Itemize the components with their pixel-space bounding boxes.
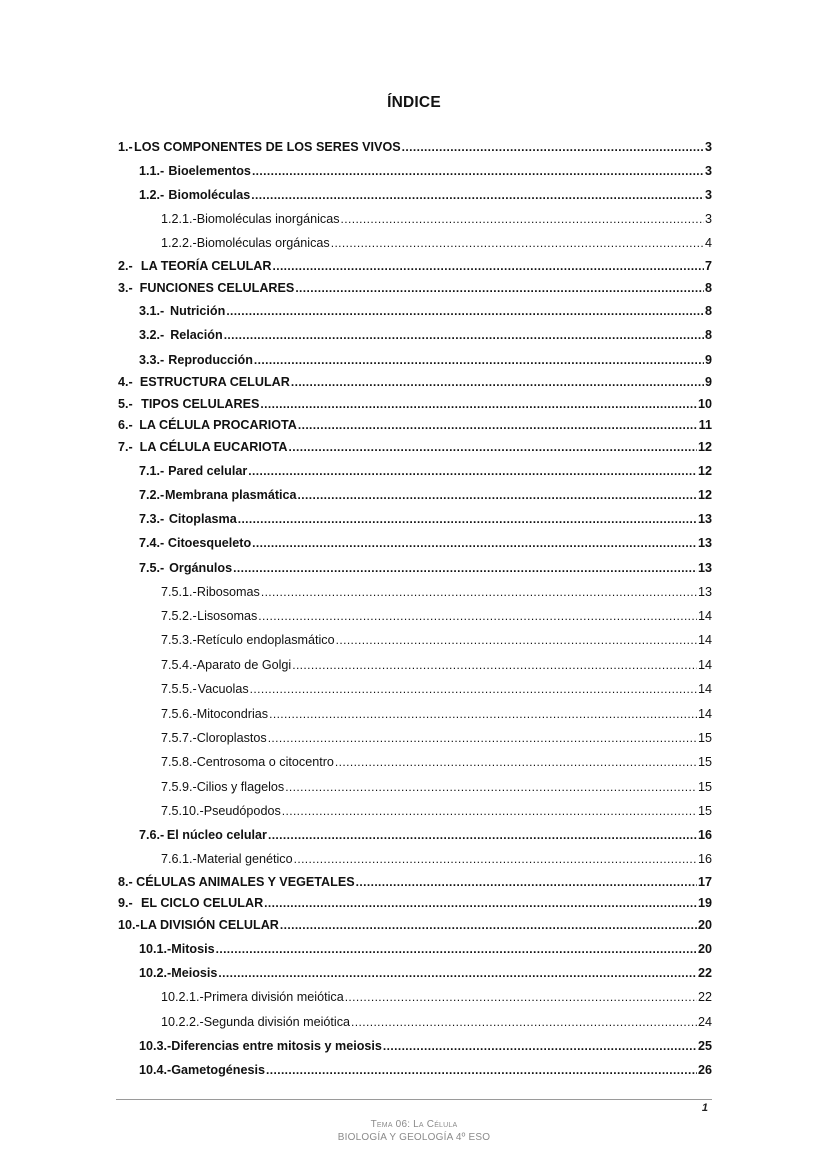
toc-entry-title: LA TEORÍA CELULAR bbox=[140, 259, 272, 273]
toc-entry-number: 10.1.- bbox=[139, 942, 172, 956]
toc-entry-title: Cilios y flagelos bbox=[196, 780, 285, 794]
toc-dot-leader bbox=[261, 584, 697, 600]
toc-dot-leader bbox=[216, 941, 697, 957]
toc-entry-page: 25 bbox=[697, 1039, 712, 1053]
toc-entry[interactable] bbox=[161, 777, 712, 795]
toc-entry-title: Mitosis bbox=[171, 942, 215, 956]
toc-entry-title: Pared celular bbox=[168, 464, 248, 478]
toc-entry-page: 3 bbox=[704, 188, 712, 202]
toc-entry-page: 4 bbox=[704, 236, 712, 250]
toc-dot-leader bbox=[252, 535, 697, 551]
toc-entry[interactable] bbox=[161, 801, 712, 819]
toc-entry[interactable] bbox=[118, 915, 712, 933]
toc-entry-page: 15 bbox=[697, 755, 712, 769]
toc-entry[interactable] bbox=[161, 849, 712, 867]
toc-entry-page: 15 bbox=[697, 804, 712, 818]
toc-entry[interactable] bbox=[139, 939, 712, 957]
toc-entry[interactable] bbox=[139, 825, 712, 843]
toc-entry-number: 7.5.7.- bbox=[161, 731, 197, 745]
toc-entry-number: 10.- bbox=[118, 918, 140, 932]
toc-entry-title: Diferencias entre mitosis y meiosis bbox=[171, 1039, 382, 1053]
toc-entry-page: 16 bbox=[697, 828, 712, 842]
toc-entry-number: 3.1.- bbox=[139, 304, 165, 318]
toc-entry-title: Material genético bbox=[196, 852, 293, 866]
toc-dot-leader bbox=[233, 560, 697, 576]
toc-entry[interactable] bbox=[139, 325, 712, 343]
toc-entry-title: ESTRUCTURA CELULAR bbox=[139, 375, 290, 389]
toc-entry-number: 10.4.- bbox=[139, 1063, 172, 1077]
toc-dot-leader bbox=[383, 1038, 697, 1054]
toc-entry[interactable] bbox=[161, 209, 712, 227]
toc-entry[interactable] bbox=[118, 372, 712, 390]
toc-entry-title: Reproducción bbox=[168, 353, 253, 367]
toc-entry-number: 7.5.2.- bbox=[161, 609, 197, 623]
toc-dot-leader bbox=[291, 374, 704, 390]
toc-entry[interactable] bbox=[139, 1060, 712, 1078]
toc-entry-page: 26 bbox=[697, 1063, 712, 1077]
toc-entry-number: 7.3.- bbox=[139, 512, 165, 526]
toc-dot-leader bbox=[280, 917, 697, 933]
toc-entry[interactable] bbox=[118, 394, 712, 412]
toc-entry-page: 10 bbox=[697, 397, 712, 411]
toc-dot-leader bbox=[282, 803, 697, 819]
toc-dot-leader bbox=[345, 989, 697, 1005]
toc-entry-page: 14 bbox=[697, 682, 712, 696]
toc-entry[interactable] bbox=[161, 655, 712, 673]
toc-entry-page: 24 bbox=[697, 1015, 712, 1029]
toc-entry[interactable] bbox=[161, 987, 712, 1005]
toc-entry-title: Vacuolas bbox=[197, 682, 249, 696]
toc-entry-page: 12 bbox=[697, 488, 712, 502]
toc-entry-title: Aparato de Golgi bbox=[196, 658, 292, 672]
toc-entry-page: 15 bbox=[697, 731, 712, 745]
toc-entry-title: Ribosomas bbox=[196, 585, 260, 599]
toc-dot-leader bbox=[331, 235, 704, 251]
toc-dot-leader bbox=[272, 258, 704, 274]
toc-entry[interactable] bbox=[139, 485, 712, 503]
toc-entry[interactable] bbox=[139, 161, 712, 179]
toc-entry-title: Pseudópodos bbox=[203, 804, 281, 818]
toc-entry[interactable] bbox=[161, 704, 712, 722]
toc-entry[interactable] bbox=[118, 893, 712, 911]
toc-dot-leader bbox=[341, 211, 704, 227]
toc-entry-number: 7.5.- bbox=[139, 561, 165, 575]
toc-entry-page: 12 bbox=[697, 464, 712, 478]
toc-entry[interactable] bbox=[139, 350, 712, 368]
footer-course: BIOLOGÍA Y GEOLOGÍA 4º ESO bbox=[337, 1132, 491, 1143]
footer-divider bbox=[116, 1099, 712, 1100]
toc-entry-page: 8 bbox=[704, 281, 712, 295]
toc-dot-leader bbox=[356, 874, 697, 890]
toc-entry-number: 1.2.1.- bbox=[161, 212, 197, 226]
toc-entry-page: 22 bbox=[697, 966, 712, 980]
toc-dot-leader bbox=[298, 487, 697, 503]
toc-entry-page: 22 bbox=[697, 990, 712, 1004]
toc-dot-leader bbox=[238, 511, 697, 527]
toc-entry-page: 3 bbox=[704, 212, 712, 226]
toc-entry[interactable] bbox=[139, 461, 712, 479]
toc-entry-number: 7.5.5.- bbox=[161, 682, 197, 696]
toc-entry[interactable] bbox=[118, 278, 712, 296]
toc-entry-page: 9 bbox=[704, 353, 712, 367]
toc-entry-number: 7.6.1.- bbox=[161, 852, 197, 866]
toc-entry[interactable] bbox=[139, 963, 712, 981]
toc-dot-leader bbox=[295, 280, 704, 296]
toc-entry[interactable] bbox=[161, 1012, 712, 1030]
toc-dot-leader bbox=[266, 1062, 697, 1078]
toc-entry-page: 13 bbox=[697, 585, 712, 599]
toc-entry-title: FUNCIONES CELULARES bbox=[139, 281, 295, 295]
toc-entry-page: 8 bbox=[704, 304, 712, 318]
toc-entry-number: 5.- bbox=[118, 397, 133, 411]
toc-dot-leader bbox=[298, 417, 698, 433]
toc-entry-number: 8.- bbox=[118, 875, 133, 889]
toc-entry-title: Bioelementos bbox=[168, 164, 251, 178]
toc-dot-leader bbox=[218, 965, 697, 981]
toc-entry-number: 1.2.2.- bbox=[161, 236, 197, 250]
toc-entry-title: Biomoléculas inorgánicas bbox=[196, 212, 340, 226]
toc-entry-number: 10.2.1.- bbox=[161, 990, 204, 1004]
toc-entry-title: Gametogénesis bbox=[171, 1063, 266, 1077]
toc-entry-page: 7 bbox=[704, 259, 712, 273]
toc-dot-leader bbox=[254, 352, 704, 368]
toc-dot-leader bbox=[248, 463, 697, 479]
toc-entry-title: TIPOS CELULARES bbox=[141, 397, 260, 411]
toc-dot-leader bbox=[252, 163, 704, 179]
toc-entry[interactable] bbox=[118, 872, 712, 890]
toc-dot-leader bbox=[351, 1014, 697, 1030]
toc-entry[interactable] bbox=[139, 558, 712, 576]
toc-entry-number: 7.1.- bbox=[139, 464, 165, 478]
toc-entry[interactable] bbox=[161, 606, 712, 624]
toc-entry-page: 13 bbox=[697, 512, 712, 526]
toc-entry-number: 6.- bbox=[118, 418, 133, 432]
toc-entry-number: 3.3.- bbox=[139, 353, 165, 367]
toc-entry-page: 20 bbox=[697, 918, 712, 932]
toc-entry-title: Orgánulos bbox=[169, 561, 233, 575]
toc-entry-title: Citoesqueleto bbox=[167, 536, 252, 550]
toc-dot-leader bbox=[285, 779, 697, 795]
toc-entry[interactable] bbox=[161, 728, 712, 746]
toc-dot-leader bbox=[402, 139, 704, 155]
toc-entry-page: 16 bbox=[697, 852, 712, 866]
toc-entry[interactable] bbox=[161, 233, 712, 251]
toc-entry-title: LA CÉLULA EUCARIOTA bbox=[139, 440, 288, 454]
toc-entry-number: 3.- bbox=[118, 281, 133, 295]
toc-dot-leader bbox=[264, 895, 697, 911]
toc-entry-number: 7.5.4.- bbox=[161, 658, 197, 672]
toc-entry-page: 14 bbox=[697, 633, 712, 647]
toc-entry-number: 7.2.- bbox=[139, 488, 165, 502]
toc-entry-title: Biomoléculas orgánicas bbox=[196, 236, 330, 250]
toc-entry[interactable] bbox=[139, 1036, 712, 1054]
toc-dot-leader bbox=[268, 827, 697, 843]
page-title: ÍNDICE bbox=[387, 94, 441, 111]
toc-entry[interactable] bbox=[139, 533, 712, 551]
toc-entry-number: 10.2.- bbox=[139, 966, 172, 980]
toc-entry-number: 10.2.2.- bbox=[161, 1015, 204, 1029]
toc-entry-page: 17 bbox=[697, 875, 712, 889]
toc-entry-page: 13 bbox=[697, 536, 712, 550]
toc-entry-title: Citoplasma bbox=[168, 512, 237, 526]
toc-entry-page: 15 bbox=[697, 780, 712, 794]
toc-entry-title: El núcleo celular bbox=[166, 828, 267, 842]
toc-entry-title: EL CICLO CELULAR bbox=[140, 896, 264, 910]
toc-entry-number: 7.5.10.- bbox=[161, 804, 204, 818]
toc-entry-number: 7.5.8.- bbox=[161, 755, 197, 769]
toc-entry-page: 8 bbox=[704, 328, 712, 342]
toc-entry-title: Cloroplastos bbox=[196, 731, 267, 745]
toc-entry-title: Relación bbox=[170, 328, 223, 342]
toc-entry-title: Mitocondrias bbox=[196, 707, 269, 721]
toc-entry[interactable] bbox=[139, 185, 712, 203]
toc-dot-leader bbox=[336, 632, 697, 648]
toc-dot-leader bbox=[294, 851, 697, 867]
toc-entry[interactable] bbox=[161, 582, 712, 600]
toc-entry[interactable] bbox=[118, 256, 712, 274]
toc-dot-leader bbox=[250, 681, 697, 697]
toc-entry-title: Membrana plasmática bbox=[164, 488, 297, 502]
toc-entry-title: LOS COMPONENTES DE LOS SERES VIVOS bbox=[134, 140, 401, 154]
toc-dot-leader bbox=[224, 327, 704, 343]
footer-topic: Tema 06: La Célula bbox=[370, 1119, 458, 1130]
toc-entry-title: Lisosomas bbox=[197, 609, 258, 623]
toc-dot-leader bbox=[335, 754, 697, 770]
toc-entry-title: LA DIVISIÓN CELULAR bbox=[140, 918, 279, 932]
toc-entry[interactable] bbox=[118, 437, 712, 455]
toc-entry-number: 7.5.6.- bbox=[161, 707, 197, 721]
toc-entry-number: 10.3.- bbox=[139, 1039, 172, 1053]
toc-entry[interactable] bbox=[118, 137, 712, 155]
toc-entry-page: 13 bbox=[697, 561, 712, 575]
toc-entry[interactable] bbox=[161, 752, 712, 770]
toc-entry-page: 14 bbox=[697, 658, 712, 672]
toc-entry-title: Segunda división meiótica bbox=[203, 1015, 351, 1029]
toc-entry[interactable] bbox=[161, 679, 712, 697]
toc-entry[interactable] bbox=[139, 509, 712, 527]
toc-entry-title: Primera división meiótica bbox=[203, 990, 344, 1004]
toc-entry-number: 1.2.- bbox=[139, 188, 165, 202]
toc-dot-leader bbox=[292, 657, 697, 673]
toc-entry[interactable] bbox=[161, 630, 712, 648]
toc-entry-title: Centrosoma o citocentro bbox=[196, 755, 334, 769]
toc-entry[interactable] bbox=[118, 415, 712, 433]
toc-dot-leader bbox=[289, 439, 697, 455]
toc-entry-number: 3.2.- bbox=[139, 328, 165, 342]
toc-dot-leader bbox=[226, 303, 704, 319]
toc-entry-number: 7.5.9.- bbox=[161, 780, 197, 794]
toc-entry-number: 4.- bbox=[118, 375, 133, 389]
toc-entry-page: 19 bbox=[697, 896, 712, 910]
toc-entry-number: 1.1.- bbox=[139, 164, 165, 178]
toc-entry-page: 14 bbox=[697, 609, 712, 623]
toc-entry-title: Meiosis bbox=[171, 966, 218, 980]
toc-entry-page: 20 bbox=[697, 942, 712, 956]
toc-entry-number: 9.- bbox=[118, 896, 133, 910]
toc-entry[interactable] bbox=[139, 301, 712, 319]
toc-entry-number: 7.4.- bbox=[139, 536, 165, 550]
toc-dot-leader bbox=[269, 706, 697, 722]
toc-entry-page: 12 bbox=[697, 440, 712, 454]
toc-entry-number: 7.5.1.- bbox=[161, 585, 197, 599]
toc-entry-page: 9 bbox=[704, 375, 712, 389]
toc-dot-leader bbox=[258, 608, 697, 624]
toc-entry-title: LA CÉLULA PROCARIOTA bbox=[139, 418, 297, 432]
toc-entry-number: 7.- bbox=[118, 440, 133, 454]
toc-dot-leader bbox=[260, 396, 697, 412]
toc-dot-leader bbox=[268, 730, 697, 746]
toc-entry-number: 7.6.- bbox=[139, 828, 165, 842]
toc-entry-page: 3 bbox=[704, 140, 712, 154]
toc-entry-title: CÉLULAS ANIMALES Y VEGETALES bbox=[136, 875, 355, 889]
toc-entry-title: Nutrición bbox=[170, 304, 226, 318]
toc-entry-number: 7.5.3.- bbox=[161, 633, 197, 647]
toc-dot-leader bbox=[251, 187, 704, 203]
toc-entry-title: Retículo endoplasmático bbox=[196, 633, 335, 647]
page-number: 1 bbox=[701, 1102, 708, 1114]
toc-entry-page: 3 bbox=[704, 164, 712, 178]
toc-entry-page: 11 bbox=[698, 418, 712, 432]
toc-entry-page: 14 bbox=[697, 707, 712, 721]
toc-entry-title: Biomoléculas bbox=[168, 188, 251, 202]
toc-entry-number: 2.- bbox=[118, 259, 133, 273]
toc-entry-number: 1.- bbox=[118, 140, 133, 154]
